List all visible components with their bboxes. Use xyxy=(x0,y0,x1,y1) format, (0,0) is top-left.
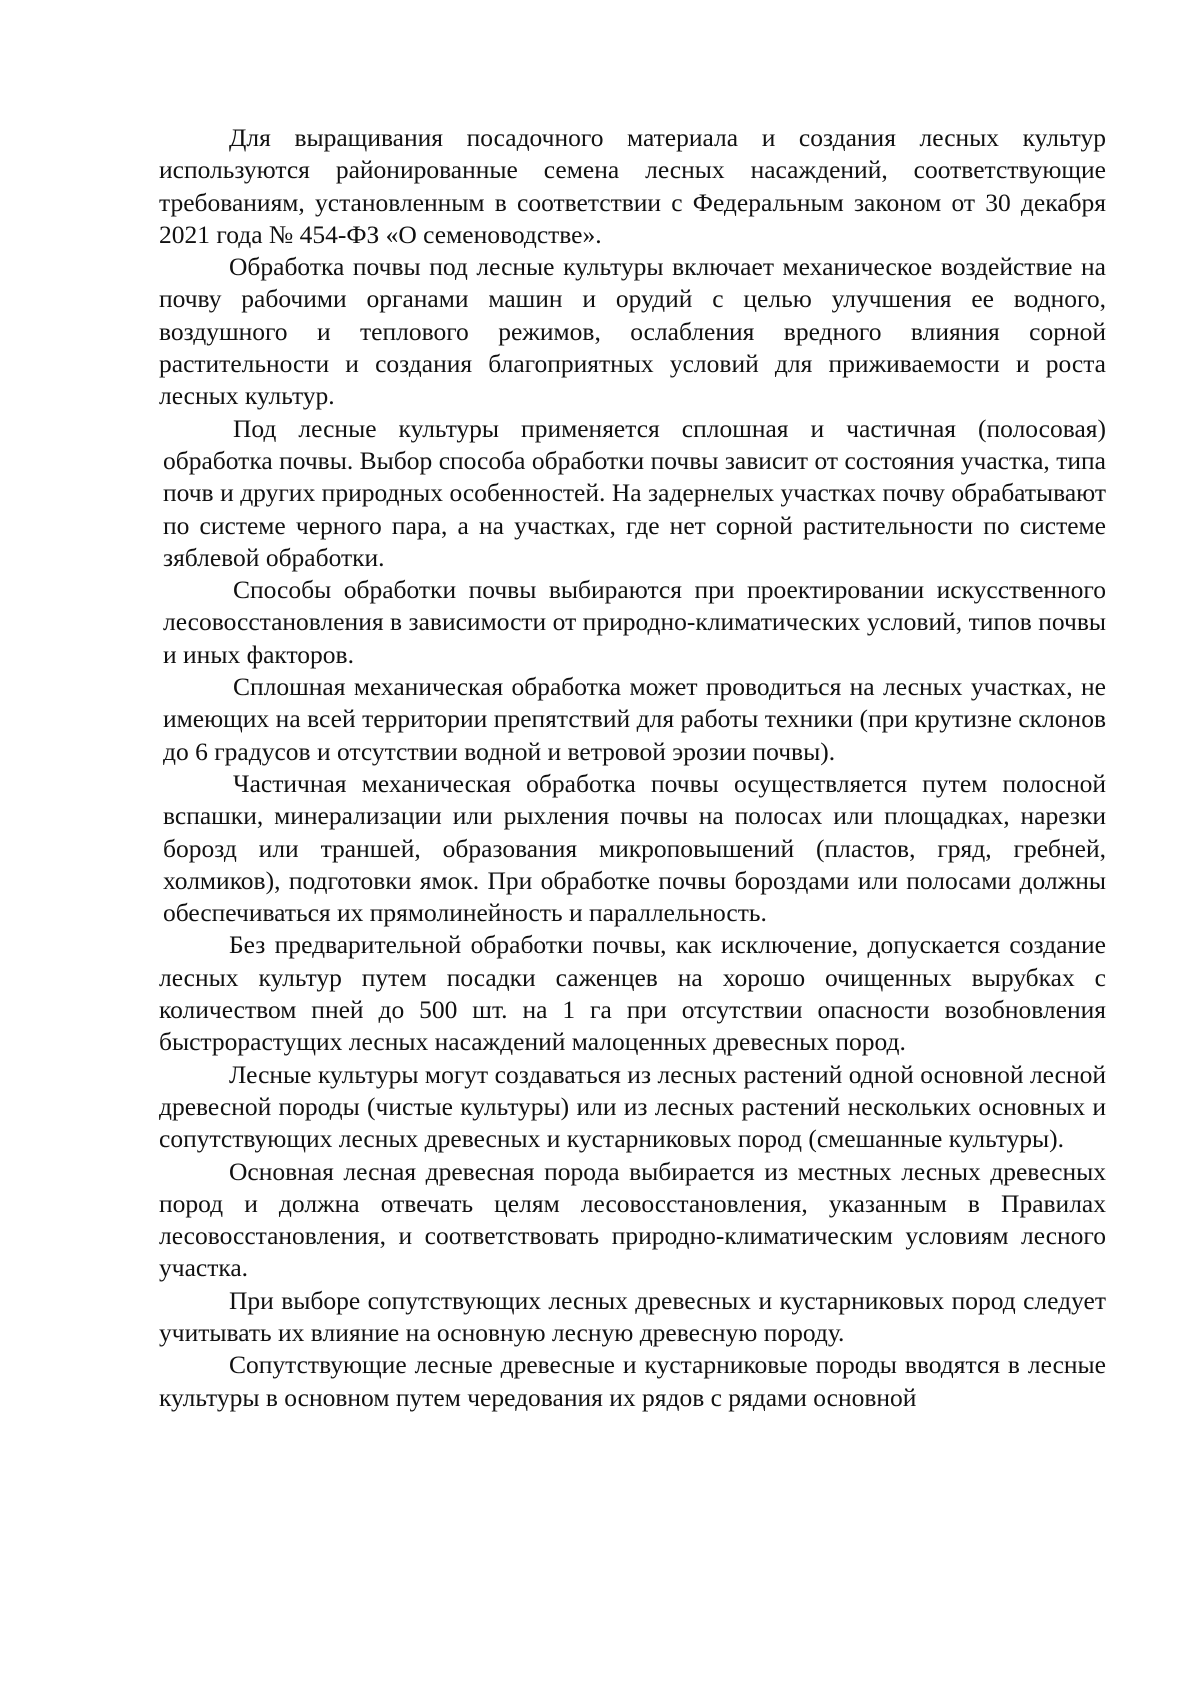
paragraph-soil-treatment: Обработка почвы под лесные культуры включает механическое воздействие на почву рабочими органами машин и орудий с целью улучшения ее водного, воздушного и теплового режимов, ослабления вредного влияния сорной растительности и создания благоприятных условий для приживаемости и роста лесных культур. xyxy=(159,252,1106,411)
paragraph-treatment-types: Под лесные культуры применяется сплошная и частичная (полосовая) обработка почвы. Выбор способа обработки почвы зависит от состояния участка, типа почв и других природных особенностей. На задернелых участках почву обрабатывают по системе черного пара, а на участках, где нет сорной растительности по системе зяблевой обработки. xyxy=(163,413,1106,572)
body-text xyxy=(159,122,1106,1414)
paragraph-treatment-methods: Способы обработки почвы выбираются при проектировании искусственного лесовосстановления в зависимости от природно-климатических условий, типов почвы и иных факторов. xyxy=(163,575,1106,669)
paragraph-partial-treatment: Частичная механическая обработка почвы осуществляется путем полосной вспашки, минерализации или рыхления почвы на полосах или площадках, нарезки борозд или траншей, образования микроповышений (пластов, гряд, гребней, холмиков), подготовки ямок. При обработке почвы бороздами или полосами должны обеспечиваться их прямолинейность и параллельность. xyxy=(163,768,1106,928)
paragraph-full-treatment: Сплошная механическая обработка может проводиться на лесных участках, не имеющих на всей территории препятствий для работы техники (при крутизне склонов до 6 градусов и отсутствии водной и ветровой эрозии почвы). xyxy=(163,672,1106,766)
paragraph-main-species: Основная лесная древесная порода выбирается из местных лесных древесных пород и должна отвечать целям лесовосстановления, указанным в Правилах лесовосстановления, и соответствовать природно-климатическим условиям лесного участка. xyxy=(159,1156,1106,1283)
paragraph-companion-choice: При выборе сопутствующих лесных древесных и кустарниковых пород следует учитывать их влияние на основную лесную древесную породу. xyxy=(159,1285,1106,1347)
paragraph-no-treatment: Без предварительной обработки почвы, как исключение, допускается создание лесных культур путем посадки саженцев на хорошо очищенных вырубках с количеством пней до 500 шт. на 1 га при отсутствии опасности возобновления быстрорастущих лесных насаждений малоценных древесных пород. xyxy=(159,930,1106,1057)
paragraph-companion-planting: Сопутствующие лесные древесные и кустарниковые породы вводятся в лесные культуры в основном путем чередования их рядов с рядами основной xyxy=(159,1350,1106,1412)
paragraph-seeds: Для выращивания посадочного материала и создания лесных культур используются районированные семена лесных насаждений, соответствующие требованиям, установленным в соответствии с Федеральным законом от 30 декабря 2021 года № 454-ФЗ «О семеноводстве». xyxy=(159,123,1106,249)
paragraph-culture-types: Лесные культуры могут создаваться из лесных растений одной основной лесной древесной породы (чистые культуры) или из лесных растений нескольких основных и сопутствующих лесных древесных и кустарниковых пород (смешанные культуры). xyxy=(159,1059,1106,1154)
